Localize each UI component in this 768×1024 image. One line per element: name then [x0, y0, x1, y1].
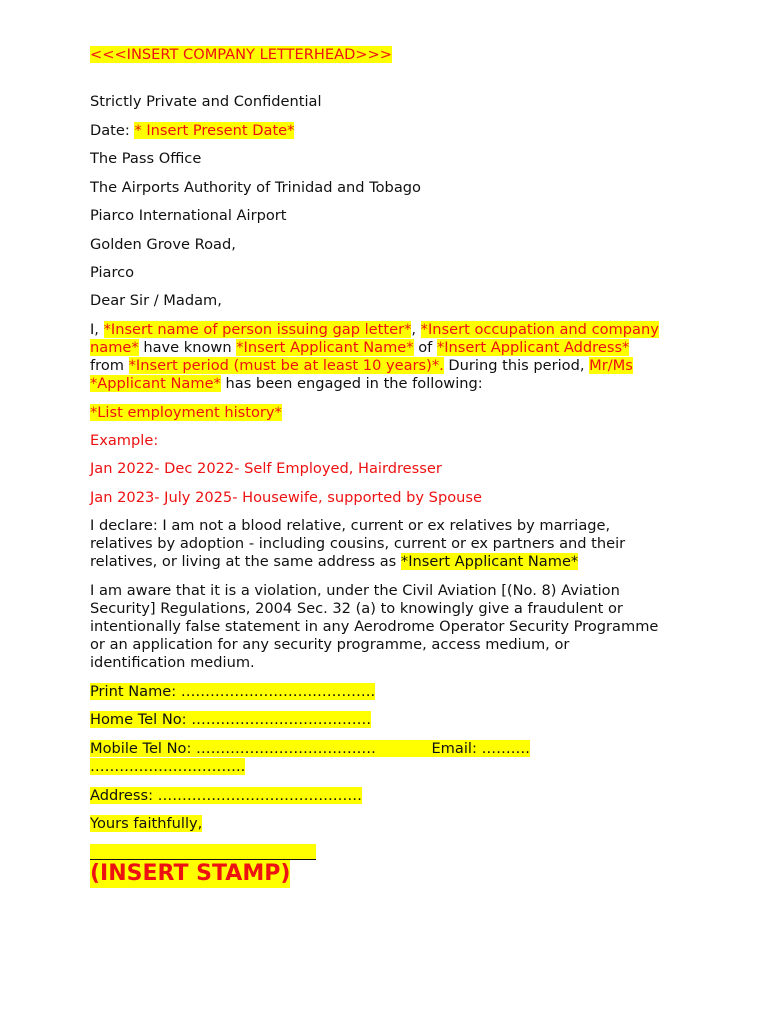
email-continuation-field[interactable]	[90, 758, 245, 776]
example-item-1: Jan 2022- Dec 2022- Self Employed, Hairdresser	[90, 460, 442, 477]
address-line-3: Piarco International Airport	[90, 207, 287, 224]
intro-text: During this period,	[443, 357, 590, 374]
mobile-email-field[interactable]	[90, 740, 530, 758]
applicant-name-placeholder-2: *Applicant Name*	[90, 375, 221, 392]
awareness-line-1: I am aware that it is a violation, under the Civil Aviation [(No. 8) Aviation	[90, 582, 620, 599]
print-name-field[interactable]	[90, 683, 375, 701]
example-item-2: Jan 2023- July 2025- Housewife, supported by Spouse	[90, 489, 482, 506]
awareness-line-4: or an application for any security programme, access medium, or	[90, 636, 570, 653]
intro-line-1	[90, 321, 659, 339]
intro-text: have known	[138, 339, 237, 356]
declaration-applicant-placeholder: *Insert Applicant Name*	[400, 553, 579, 570]
date-placeholder: * Insert Present Date*	[134, 122, 295, 139]
intro-text: from	[90, 357, 129, 374]
email-continuation-text: …………………………..	[90, 758, 246, 775]
confidential-label: Strictly Private and Confidential	[90, 93, 322, 110]
issuer-placeholder: *Insert name of person issuing gap letter*	[103, 321, 412, 338]
letterhead-placeholder	[90, 46, 392, 64]
date-line	[90, 122, 294, 140]
closing-text: Yours faithfully,	[90, 815, 203, 832]
occupation-placeholder: *Insert occupation and company	[420, 321, 659, 338]
intro-line-2	[90, 339, 629, 357]
intro-text: has been engaged in the following:	[220, 375, 483, 392]
closing-line	[90, 815, 202, 833]
address-line-2: The Airports Authority of Trinidad and Tobago	[90, 179, 421, 196]
letterhead-text: <<<INSERT COMPANY LETTERHEAD>>>	[90, 46, 392, 63]
applicant-name-placeholder: *Insert Applicant Name*	[236, 339, 414, 356]
mobile-email-text: Mobile Tel No: ………………………………. Email: ……….	[90, 740, 530, 757]
signature-line	[90, 844, 316, 860]
mrms-placeholder: Mr/Ms	[589, 357, 633, 374]
declaration-line-2: relatives by adoption - including cousins, current or ex partners and their	[90, 535, 626, 552]
intro-text: ,	[411, 321, 421, 338]
declaration-line-1: I declare: I am not a blood relative, current or ex relatives by marriage,	[90, 517, 611, 534]
date-label: Date:	[90, 122, 135, 139]
applicant-address-placeholder: *Insert Applicant Address*	[436, 339, 630, 356]
intro-line-4	[90, 375, 483, 393]
intro-text: I,	[90, 321, 104, 338]
intro-text: of	[413, 339, 437, 356]
intro-line-3	[90, 357, 633, 375]
example-label: Example:	[90, 432, 159, 449]
declaration-line-3	[90, 553, 578, 571]
address-line-4: Golden Grove Road,	[90, 236, 236, 253]
salutation: Dear Sir / Madam,	[90, 292, 222, 309]
employment-history-line	[90, 404, 282, 422]
print-name-text: Print Name: ………………………………….	[90, 683, 376, 700]
address-field[interactable]	[90, 787, 362, 805]
awareness-line-3: intentionally false statement in any Aerodrome Operator Security Programme	[90, 618, 659, 635]
home-tel-field[interactable]	[90, 711, 371, 729]
address-line-1: The Pass Office	[90, 150, 202, 167]
home-tel-text: Home Tel No: ……………………………….	[90, 711, 372, 728]
insert-stamp-label: (INSERT STAMP)	[90, 861, 291, 886]
awareness-line-2: Security] Regulations, 2004 Sec. 32 (a) to knowingly give a fraudulent or	[90, 600, 623, 617]
employment-history-placeholder: *List employment history*	[90, 404, 282, 421]
declaration-text: relatives, or living at the same address as	[90, 553, 401, 570]
awareness-line-5: identification medium.	[90, 654, 255, 671]
address-line-5: Piarco	[90, 264, 135, 281]
period-placeholder: *Insert period (must be at least 10 years)*.	[128, 357, 444, 374]
address-text: Address: ……………………………………	[90, 787, 362, 804]
occupation-placeholder-end: name*	[90, 339, 139, 356]
